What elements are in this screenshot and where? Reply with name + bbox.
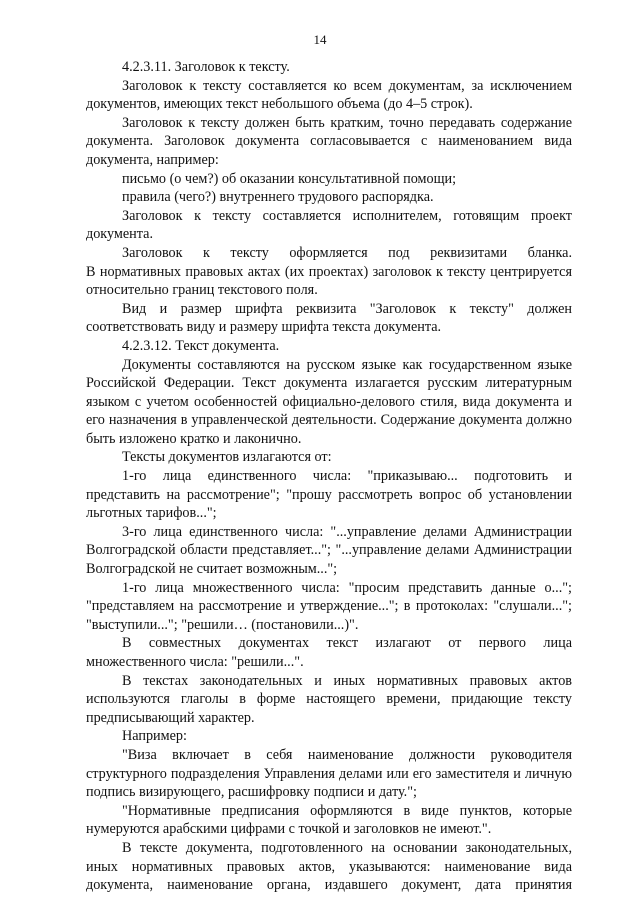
paragraph: 3-го лица единственного числа: "...управление делами Администрации Волгоградской области представляет..."; "...управление делами Администрации Волгоградской не считает возможным..."; (86, 523, 572, 578)
paragraph: Вид и размер шрифта реквизита "Заголовок к тексту" должен соответствовать виду и размеру шрифта текста документа. (86, 300, 572, 336)
paragraph: 1-го лица единственного числа: "приказываю... подготовить и представить на рассмотрение"; "прошу рассмотреть вопрос об установлении льготных тарифов..."; (86, 468, 572, 522)
paragraph: правила (чего?) внутреннего трудового распорядка. (122, 189, 434, 206)
paragraph: 4.2.3.12. Текст документа. (122, 337, 280, 354)
page-number: 14 (313, 32, 327, 47)
paragraph: В нормативных правовых актах (их проектах) заголовок к тексту центрируется относительно границ текстового поля. (86, 263, 572, 299)
paragraph: 4.2.3.11. Заголовок к тексту. (122, 59, 290, 75)
paragraph: В тексте документа, подготовленного на основании законодательных, иных нормативных правовых актов, указываются: наименование вида документа, наименование органа, издавшего документ, дата принятия (86, 839, 572, 894)
paragraph: Тексты документов излагаются от: (122, 449, 332, 466)
paragraph: В совместных документах текст излагают от первого лица множественного числа: "решили...". (86, 635, 572, 670)
document-body (86, 58, 572, 895)
paragraph: Заголовок к тексту составляется ко всем документам, за исключением документов, имеющих текст небольшого объема (до 4–5 строк). (86, 77, 572, 113)
paragraph: "Виза включает в себя наименование должности руководителя структурного подразделения Управления делами или его заместителя и личную подпись визирующего, расшифровку подписи и дату."; (86, 746, 572, 801)
paragraph: Заголовок к тексту оформляется под реквизитами бланка. (122, 244, 572, 261)
paragraph: "Нормативные предписания оформляются в виде пунктов, которые нумеруются арабскими цифрами с точкой и заголовков не имеют.". (86, 802, 572, 838)
paragraph: В текстах законодательных и иных нормативных правовых актов используются глаголы в форме настоящего времени, придающие тексту предписывающий характер. (86, 672, 572, 726)
paragraph: письмо (о чем?) об оказании консультативной помощи; (122, 170, 457, 187)
paragraph: Заголовок к тексту составляется исполнителем, готовящим проект документа. (86, 207, 572, 243)
paragraph: 1-го лица множественного числа: "просим представить данные о..."; "представляем на рассмотрение и утверждение..."; в протоколах: "слушали..."; "выступили..."; "решили… (постановили...)". (86, 579, 572, 633)
paragraph: Например: (122, 728, 187, 745)
paragraph: Заголовок к тексту должен быть кратким, точно передавать содержание документа. Заголовок документа согласовывается с наименованием вида документа, например: (86, 114, 572, 168)
paragraph: Документы составляются на русском языке как государственном языке Российской Федерации. Текст документа излагается русским литературным языком с учетом особенностей официально-делового стиля, вида документа и его назначения в управленческой деятельности. Содержание документа должно быть изложено кратко и лаконично. (86, 356, 572, 447)
